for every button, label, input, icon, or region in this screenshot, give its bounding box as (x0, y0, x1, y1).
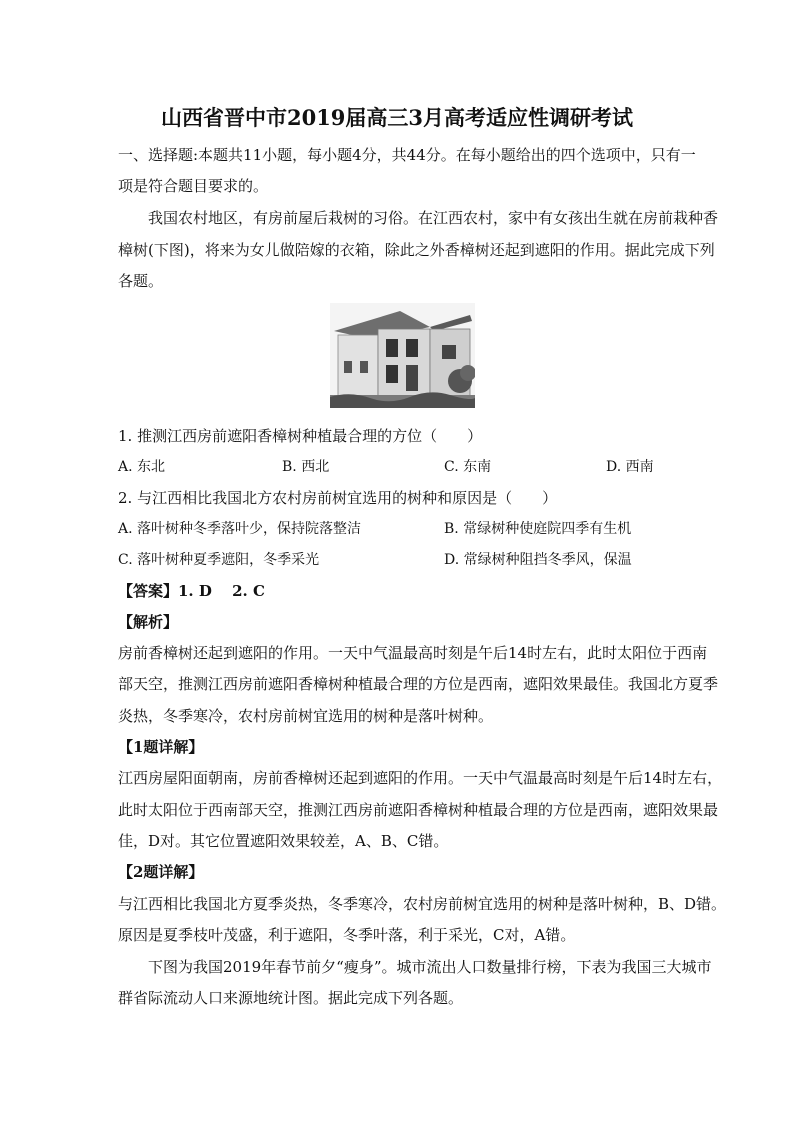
house-illustration (330, 303, 475, 408)
analysis-line-2: 部天空，推测江西房前遮阳香樟树种植最合理的方位是西南，遮阳效果最佳。我国北方夏季 (118, 675, 719, 693)
detail1-line-2: 此时太阳位于西南部天空，推测江西房前遮阳香樟树种植最合理的方位是西南，遮阳效果最 (118, 801, 719, 819)
q2-option-b[interactable]: B. 常绿树种使庭院四季有生机 (444, 521, 632, 537)
detail2-heading: 【2题详解】 (118, 863, 204, 881)
q1-option-b[interactable]: B. 西北 (282, 459, 330, 475)
q1-option-d[interactable]: D. 西南 (606, 459, 654, 475)
q1-stem: 1. 推测江西房前遮阳香樟树种植最合理的方位（ ） (118, 427, 483, 445)
answer-line: 【答案】1. D 2. C (118, 582, 265, 600)
q2-option-a[interactable]: A. 落叶树种冬季落叶少，保持院落整洁 (118, 521, 362, 537)
section-intro-line-1: 一、选择题:本题共11小题，每小题4分，共44分。在每小题给出的四个选项中，只有一 (118, 146, 696, 164)
passage2-line-1: 下图为我国2019年春节前夕“瘦身”。城市流出人口数量排行榜，下表为我国三大城市 (148, 958, 712, 976)
analysis-line-1: 房前香樟树还起到遮阳的作用。一天中气温最高时刻是午后14时左右，此时太阳位于西南 (118, 644, 708, 662)
analysis-line-3: 炎热，冬季寒冷，农村房前树宜选用的树种是落叶树种。 (118, 707, 494, 725)
detail1-line-1: 江西房屋阳面朝南，房前香樟树还起到遮阳的作用。一天中气温最高时刻是午后14时左右， (118, 769, 723, 787)
detail2-line-1: 与江西相比我国北方夏季炎热，冬季寒冷，农村房前树宜选用的树种是落叶树种，B、D错。 (118, 895, 727, 913)
passage1-line-2: 樟树(下图)，将来为女儿做陪嫁的衣箱，除此之外香樟树还起到遮阳的作用。据此完成下列 (118, 241, 715, 259)
detail2-line-2: 原因是夏季枝叶茂盛，利于遮阳，冬季叶落，利于采光，C对，A错。 (118, 926, 576, 944)
q2-option-d[interactable]: D. 常绿树种阻挡冬季风，保温 (444, 552, 632, 568)
q1-option-a[interactable]: A. 东北 (118, 459, 166, 475)
detail1-line-3: 佳，D对。其它位置遮阳效果较差，A、B、C错。 (118, 832, 449, 850)
passage2-line-2: 群省际流动人口来源地统计图。据此完成下列各题。 (118, 989, 464, 1007)
q1-option-c[interactable]: C. 东南 (444, 459, 492, 475)
detail1-heading: 【1题详解】 (118, 738, 204, 756)
passage1-line-3: 各题。 (118, 272, 164, 290)
section-intro-line-2: 项是符合题目要求的。 (118, 177, 269, 195)
analysis-heading: 【解析】 (118, 613, 179, 631)
q2-option-c[interactable]: C. 落叶树种夏季遮阳，冬季采光 (118, 552, 320, 568)
q2-stem: 2. 与江西相比我国北方农村房前树宜选用的树种和原因是（ ） (118, 489, 558, 507)
page-title: 山西省晋中市2019届高三3月高考适应性调研考试 (160, 105, 634, 130)
passage1-line-1: 我国农村地区，有房前屋后栽树的习俗。在江西农村，家中有女孩出生就在房前栽种香 (148, 209, 719, 227)
